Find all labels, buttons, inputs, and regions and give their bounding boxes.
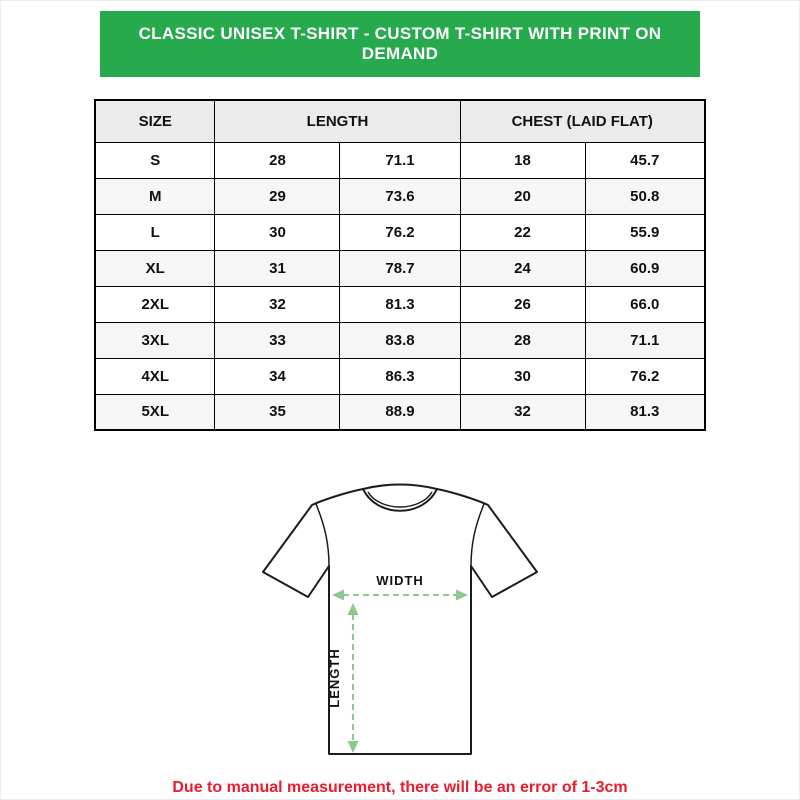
cell-chest-cm: 45.7 [585, 142, 705, 178]
table-header-row [95, 100, 705, 142]
cell-length-cm: 71.1 [340, 142, 460, 178]
cell-chest-cm: 76.2 [585, 358, 705, 394]
cell-chest-cm: 71.1 [585, 322, 705, 358]
cell-chest-cm: 50.8 [585, 178, 705, 214]
cell-chest-in: 30 [460, 358, 585, 394]
table-row [95, 250, 705, 286]
header-size: SIZE [95, 100, 215, 142]
cell-chest-in: 28 [460, 322, 585, 358]
length-label: LENGTH [327, 648, 342, 708]
tshirt-outline [263, 485, 537, 755]
cell-size: XL [95, 250, 215, 286]
cell-length-in: 28 [215, 142, 340, 178]
cell-length-in: 32 [215, 286, 340, 322]
cell-length-cm: 88.9 [340, 394, 460, 430]
size-chart-table [94, 99, 706, 431]
title-banner: CLASSIC UNISEX T-SHIRT - CUSTOM T-SHIRT WITH PRINT ON DEMAND [100, 11, 700, 77]
cell-length-in: 34 [215, 358, 340, 394]
table-row [95, 394, 705, 430]
table-row [95, 142, 705, 178]
table-row [95, 214, 705, 250]
cell-chest-in: 32 [460, 394, 585, 430]
cell-size: 4XL [95, 358, 215, 394]
cell-length-in: 30 [215, 214, 340, 250]
tshirt-diagram-svg [250, 473, 550, 763]
cell-size: S [95, 142, 215, 178]
cell-length-cm: 73.6 [340, 178, 460, 214]
table-row [95, 286, 705, 322]
cell-size: L [95, 214, 215, 250]
cell-chest-in: 20 [460, 178, 585, 214]
cell-length-cm: 78.7 [340, 250, 460, 286]
cell-size: M [95, 178, 215, 214]
cell-chest-cm: 66.0 [585, 286, 705, 322]
cell-size: 5XL [95, 394, 215, 430]
cell-chest-cm: 81.3 [585, 394, 705, 430]
header-length: LENGTH [215, 100, 460, 142]
cell-length-in: 33 [215, 322, 340, 358]
cell-size: 3XL [95, 322, 215, 358]
cell-chest-in: 18 [460, 142, 585, 178]
measurement-disclaimer: Due to manual measurement, there will be an error of 1-3cm [172, 779, 628, 796]
cell-length-cm: 83.8 [340, 322, 460, 358]
cell-length-in: 35 [215, 394, 340, 430]
cell-size: 2XL [95, 286, 215, 322]
cell-chest-cm: 60.9 [585, 250, 705, 286]
cell-chest-in: 26 [460, 286, 585, 322]
cell-chest-in: 24 [460, 250, 585, 286]
tshirt-measurement-diagram [1, 473, 799, 763]
cell-chest-in: 22 [460, 214, 585, 250]
cell-length-in: 29 [215, 178, 340, 214]
table-row [95, 178, 705, 214]
width-label: WIDTH [376, 573, 424, 588]
cell-length-cm: 81.3 [340, 286, 460, 322]
cell-length-cm: 86.3 [340, 358, 460, 394]
cell-chest-cm: 55.9 [585, 214, 705, 250]
table-row [95, 322, 705, 358]
header-chest: CHEST (LAID FLAT) [460, 100, 705, 142]
cell-length-in: 31 [215, 250, 340, 286]
cell-length-cm: 76.2 [340, 214, 460, 250]
table-row [95, 358, 705, 394]
